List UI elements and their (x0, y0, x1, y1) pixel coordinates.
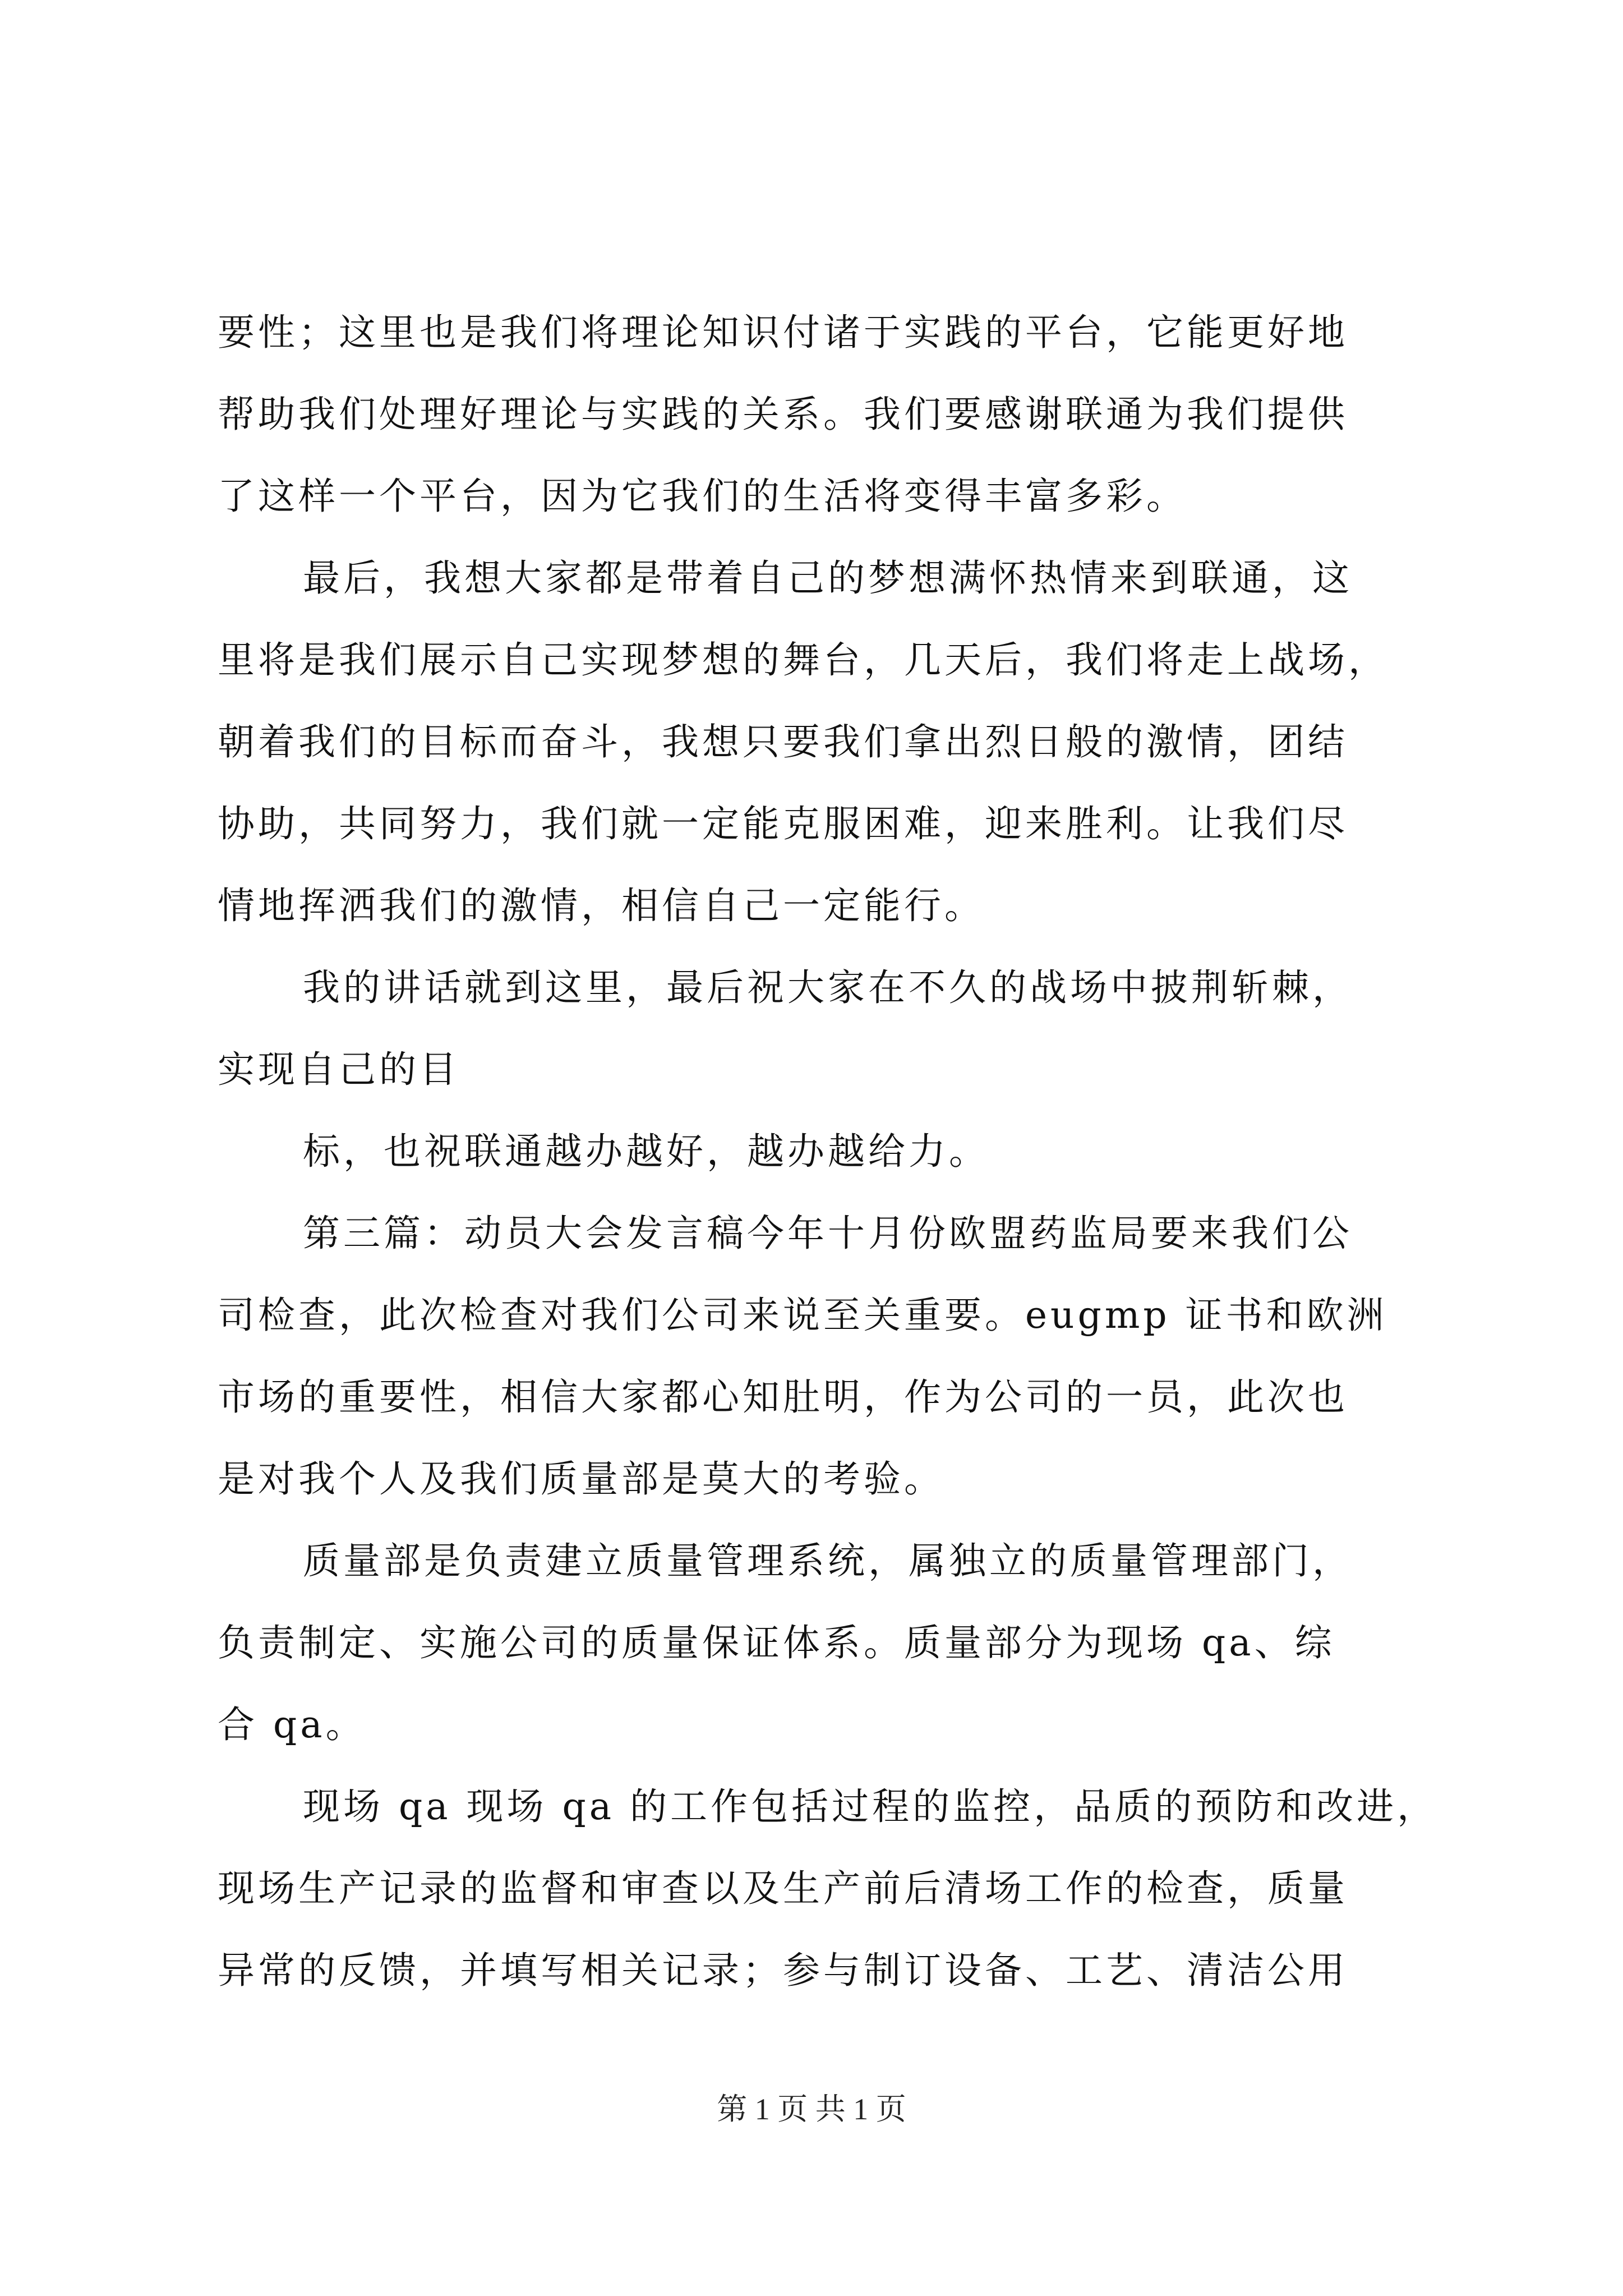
paragraph-first-line: 我的讲话就到这里，最后祝大家在不久的战场中披荆斩棘， (303, 966, 1353, 1009)
paragraph-first-line: 第三篇：动员大会发言稿今年十月份欧盟药监局要来我们公 (303, 1212, 1353, 1255)
text-line: 帮助我们处理好理论与实践的关系。我们要感谢联通为我们提供 (218, 393, 1348, 436)
text-line: 情地挥洒我们的激情，相信自己一定能行。 (218, 884, 985, 927)
body-text (218, 292, 1438, 2012)
text-line: 异常的反馈，并填写相关记录；参与制订设备、工艺、清洁公用 (218, 1949, 1348, 1992)
text-line: 里将是我们展示自己实现梦想的舞台，几天后，我们将走上战场， (218, 638, 1389, 682)
text-line: 负责制定、实施公司的质量保证体系。质量部分为现场 qa、综 (218, 1621, 1335, 1664)
text-line: 朝着我们的目标而奋斗，我想只要我们拿出烈日般的激情，团结 (218, 720, 1348, 763)
text-line: 司检查，此次检查对我们公司来说至关重要。eugmp 证书和欧洲 (218, 1294, 1387, 1337)
text-line: 要性；这里也是我们将理论知识付诸于实践的平台，它能更好地 (218, 311, 1348, 354)
paragraph-first-line: 最后，我想大家都是带着自己的梦想满怀热情来到联通，这 (303, 556, 1353, 600)
page-number-footer: 第 1 页 共 1 页 (717, 2092, 906, 2126)
paragraph-first-line: 现场 qa 现场 qa 的工作包括过程的监控，品质的预防和改进， (303, 1785, 1438, 1828)
text-line: 实现自己的目 (218, 1048, 460, 1091)
text-line: 市场的重要性，相信大家都心知肚明，作为公司的一员，此次也 (218, 1375, 1348, 1419)
paragraph-first-line: 质量部是负责建立质量管理系统，属独立的质量管理部门， (303, 1539, 1353, 1582)
text-line: 现场生产记录的监督和审查以及生产前后清场工作的检查，质量 (218, 1867, 1348, 1910)
text-line: 了这样一个平台，因为它我们的生活将变得丰富多彩。 (218, 475, 1187, 518)
text-line: 合 qa。 (218, 1703, 366, 1746)
paragraph-first-line: 标，也祝联通越办越好，越办越给力。 (303, 1130, 989, 1173)
text-line: 协助，共同努力，我们就一定能克服困难，迎来胜利。让我们尽 (218, 802, 1348, 845)
text-line: 是对我个人及我们质量部是莫大的考验。 (218, 1457, 944, 1501)
